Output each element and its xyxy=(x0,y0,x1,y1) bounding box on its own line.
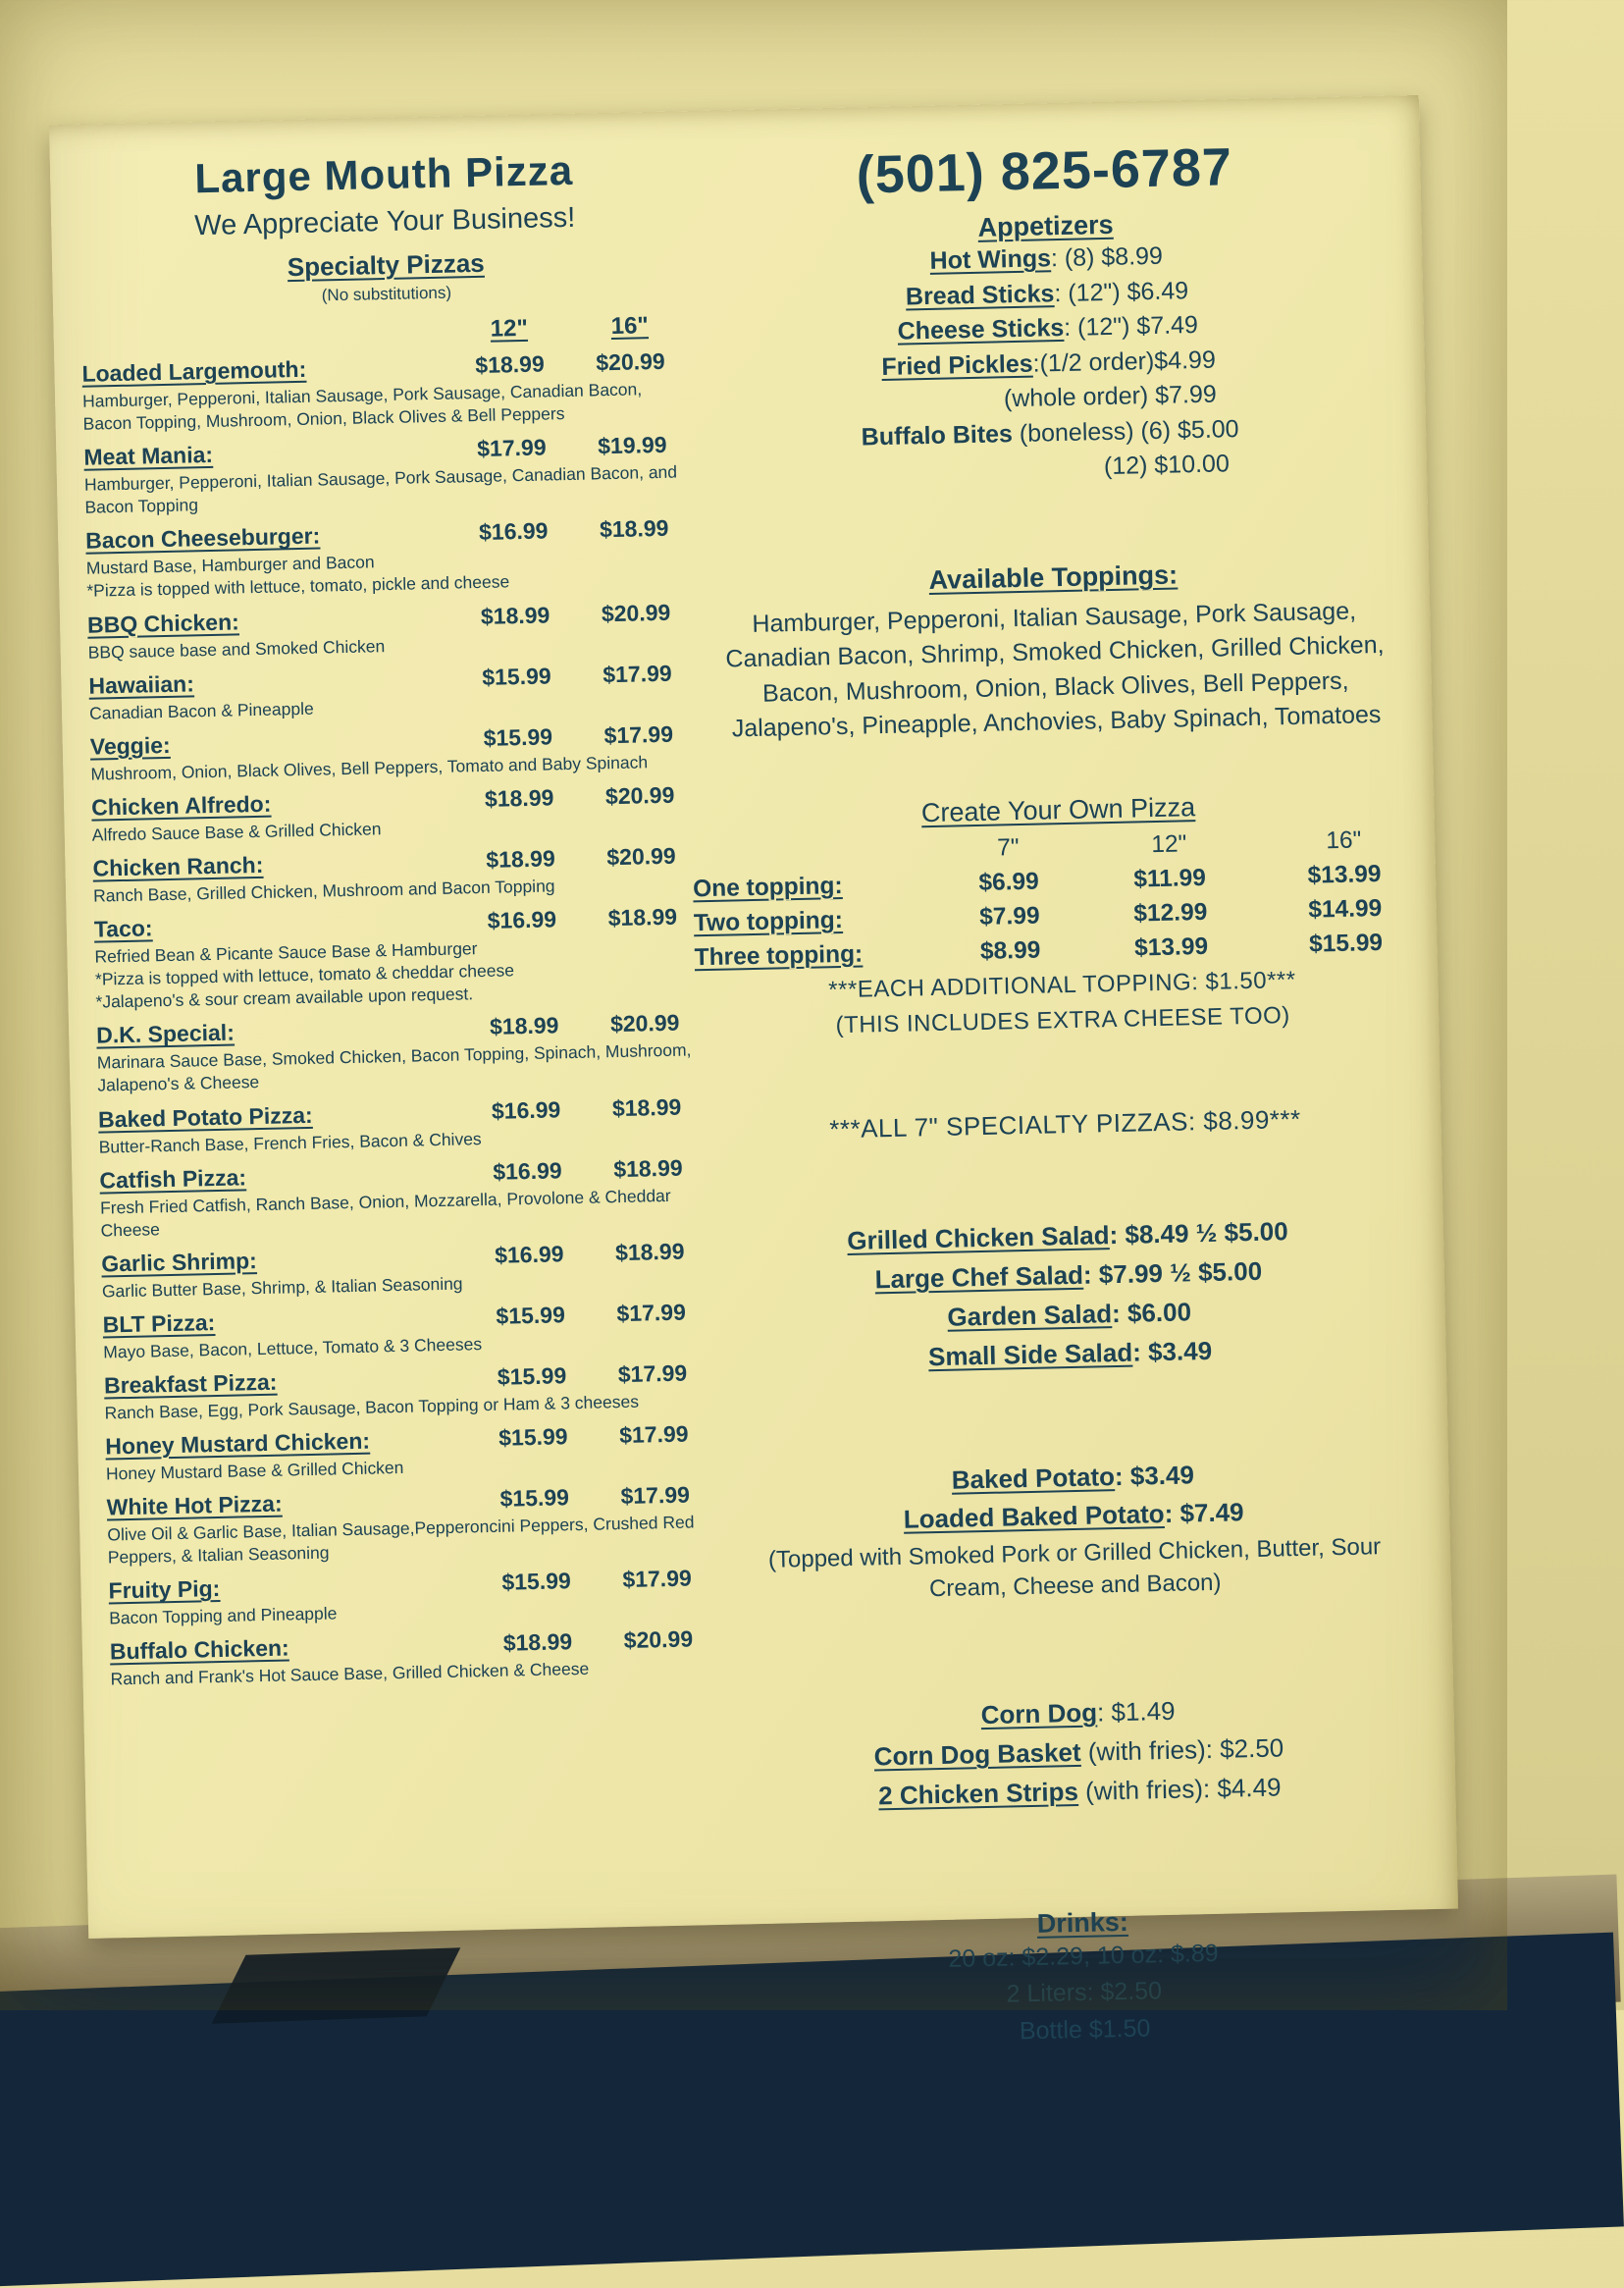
item-price-16: $17.99 xyxy=(603,720,674,749)
create-your-own-section xyxy=(692,787,1405,1041)
item-name: Loaded Largemouth: xyxy=(81,355,307,387)
item-description: Bacon Topping and Pineapple xyxy=(108,1603,338,1628)
item-description: Hamburger, Pepperoni, Italian Sausage, Pork Sausage, Canadian Bacon, and Bacon Topping xyxy=(83,461,678,518)
size-12-header: 12" xyxy=(490,314,529,343)
item-name: Fruity Pig: xyxy=(108,1575,221,1604)
specialty-heading: Specialty Pizzas xyxy=(287,247,486,283)
item-price-12: $18.99 xyxy=(480,601,550,629)
drinks-bottle: Bottle $1.50 xyxy=(1019,2014,1151,2046)
item-description: Honey Mustard Base & Grilled Chicken xyxy=(105,1457,404,1484)
menu-item-buffalo-chicken xyxy=(110,1625,723,1691)
one-topping-7: $6.99 xyxy=(978,868,1040,896)
item-price-16: $17.99 xyxy=(602,660,672,687)
no-substitutions-note: (No substitutions) xyxy=(321,283,452,305)
extra-cheese-note: (THIS INCLUDES EXTRA CHEESE TOO) xyxy=(835,1001,1291,1038)
size-12-header: 12" xyxy=(1151,829,1187,858)
item-name: Garlic Shrimp: xyxy=(101,1247,258,1277)
item-price-12: $15.99 xyxy=(499,1484,570,1512)
item-price-12: $15.99 xyxy=(483,723,553,751)
size-16-header: 16" xyxy=(610,312,650,340)
corn-dog-basket: Corn Dog Basket (with fries): $2.50 xyxy=(873,1732,1284,1772)
item-price-16: $20.99 xyxy=(601,599,671,626)
item-name: D.K. Special: xyxy=(95,1019,236,1048)
size-7-header: 7" xyxy=(996,833,1020,862)
menu-item-fruity-pig xyxy=(108,1565,721,1630)
item-description: Mushroom, Onion, Black Olives, Bell Peppers, Tomato and Baby Spinach xyxy=(90,752,649,784)
item-price-12: $16.99 xyxy=(487,906,557,933)
tagline: We Appreciate Your Business! xyxy=(193,201,576,242)
item-description: Marinara Sauce Base, Smoked Chicken, Bacon Topping, Spinach, Mushroom, Jalapeno's & Cheese xyxy=(96,1039,692,1096)
item-price-16: $18.99 xyxy=(607,903,678,931)
appetizer-buffalo-bites: Buffalo Bites (boneless) (6) $5.00 xyxy=(861,414,1239,451)
item-description: Ranch Base, Egg, Pork Sausage, Bacon Topping or Ham & 3 cheeses xyxy=(104,1391,640,1423)
appetizer-cheese-sticks: Cheese Sticks: (12") $7.49 xyxy=(897,310,1199,346)
item-name: BLT Pizza: xyxy=(102,1308,216,1338)
appetizer-buffalo-bites-12: (12) $10.00 xyxy=(1103,450,1231,481)
item-description: Mustard Base, Hamburger and Bacon *Pizza is topped with lettuce, tomato, pickle and cheese xyxy=(85,552,510,602)
loaded-potato-description: (Topped with Smoked Pork or Grilled Chicken, Butter, Sour Cream, Cheese and Bacon) xyxy=(767,1532,1382,1603)
two-topping-16: $14.99 xyxy=(1308,894,1383,924)
item-name: White Hot Pizza: xyxy=(106,1490,283,1520)
two-topping-label: Two topping: xyxy=(693,906,844,936)
item-description: Canadian Bacon & Pineapple xyxy=(88,698,314,723)
menu-item-baked-potato-pizza xyxy=(98,1092,711,1158)
toppings-section xyxy=(710,555,1399,747)
item-name: Buffalo Chicken: xyxy=(109,1634,289,1665)
restaurant-name: Large Mouth Pizza xyxy=(193,146,574,202)
item-price-12: $15.99 xyxy=(482,663,551,690)
item-name: Veggie: xyxy=(89,731,171,760)
three-topping-16: $15.99 xyxy=(1308,929,1384,958)
menu-item-veggie xyxy=(90,720,704,786)
item-price-12: $18.99 xyxy=(475,350,545,379)
appetizer-bread-sticks: Bread Sticks: (12") $6.49 xyxy=(905,276,1189,310)
drinks-2liter: 2 Liters: $2.50 xyxy=(1006,1977,1163,2008)
item-price-16: $17.99 xyxy=(618,1420,689,1449)
menu-item-honey-mustard-chicken xyxy=(105,1420,718,1486)
appetizers-section xyxy=(703,204,1393,494)
item-price-16: $18.99 xyxy=(611,1093,682,1121)
one-topping-16: $13.99 xyxy=(1307,860,1382,889)
menu-item-hawaiian xyxy=(88,660,702,725)
three-topping-label: Three topping: xyxy=(694,940,864,971)
item-price-12: $17.99 xyxy=(476,434,547,462)
menu-item-chicken-alfredo xyxy=(91,781,705,847)
menu-item-catfish-pizza xyxy=(99,1154,713,1243)
drinks-section xyxy=(740,1900,1428,2056)
item-price-12: $15.99 xyxy=(496,1302,566,1329)
appetizer-hot-wings: Hot Wings: (8) $8.99 xyxy=(929,241,1164,275)
toppings-heading: Available Toppings: xyxy=(928,559,1179,595)
drinks-sizes: 20 oz: $2.29, 10 oz: $.89 xyxy=(948,1939,1219,1973)
item-description: Fresh Fried Catfish, Ranch Base, Onion, Mozzarella, Provolone & Cheddar Cheese xyxy=(99,1185,671,1241)
loaded-baked-potato: Loaded Baked Potato: $7.49 xyxy=(903,1496,1244,1534)
item-price-16: $20.99 xyxy=(606,842,676,871)
create-your-own-table xyxy=(692,825,1404,971)
item-name: Chicken Ranch: xyxy=(92,851,264,881)
item-price-16: $20.99 xyxy=(596,347,665,376)
item-description: Butter-Ranch Base, French Fries, Bacon & Chives xyxy=(98,1128,482,1157)
appetizers-heading: Appetizers xyxy=(977,209,1114,242)
right-column xyxy=(692,95,1458,2046)
item-price-12: $16.99 xyxy=(494,1241,564,1268)
item-description: Mayo Base, Bacon, Lettuce, Tomato & 3 Cheeses xyxy=(103,1333,483,1362)
item-price-12: $16.99 xyxy=(491,1095,561,1124)
item-description: Garlic Butter Base, Shrimp, & Italian Seasoning xyxy=(101,1273,463,1302)
phone-number: (501) 825-6787 xyxy=(856,137,1233,205)
menu-item-loaded-largemouth xyxy=(81,347,696,436)
item-name: Taco: xyxy=(93,915,153,942)
item-price-16: $17.99 xyxy=(622,1565,693,1593)
menu-item-bacon-cheeseburger xyxy=(85,514,700,603)
grilled-chicken-salad: Grilled Chicken Salad: $8.49 ½ $5.00 xyxy=(846,1215,1288,1255)
additional-topping-note: ***EACH ADDITIONAL TOPPING: $1.50*** xyxy=(827,966,1296,1003)
menu-item-taco xyxy=(94,903,708,1014)
appetizer-fried-pickles-whole: (whole order) $7.99 xyxy=(1003,380,1218,413)
item-description: Ranch Base, Grilled Chicken, Mushroom and Bacon Topping xyxy=(92,876,555,906)
item-price-16: $18.99 xyxy=(599,515,669,543)
item-price-12: $18.99 xyxy=(502,1628,573,1657)
item-description: Refried Bean & Picante Sauce Base & Hamburger *Pizza is topped with lettuce, tomato & cheddar cheese *Jalapeno's & sour cream available upon request. xyxy=(94,938,515,1012)
item-price-12: $18.99 xyxy=(489,1012,559,1040)
item-name: Catfish Pizza: xyxy=(99,1163,247,1194)
menu-item-garlic-shrimp xyxy=(101,1238,714,1304)
three-topping-12: $13.99 xyxy=(1133,932,1209,962)
item-name: Hawaiian: xyxy=(88,670,195,699)
menu-item-bbq-chicken xyxy=(87,599,701,665)
corn-dog: Corn Dog: $1.49 xyxy=(980,1695,1176,1729)
menu-item-breakfast-pizza xyxy=(104,1359,717,1425)
menu-item-white-hot-pizza xyxy=(106,1481,720,1570)
table-shadow xyxy=(212,1947,461,2023)
two-topping-7: $7.99 xyxy=(978,902,1040,931)
item-price-12: $15.99 xyxy=(501,1568,572,1596)
item-description: Ranch and Frank's Hot Sauce Base, Grilled Chicken & Cheese xyxy=(110,1659,590,1689)
item-description: Alfredo Sauce Base & Grilled Chicken xyxy=(91,819,382,845)
item-price-16: $18.99 xyxy=(612,1154,683,1182)
item-price-16: $19.99 xyxy=(597,431,667,459)
item-price-16: $17.99 xyxy=(620,1481,691,1510)
item-price-16: $20.99 xyxy=(609,1009,680,1038)
baked-potato-section xyxy=(730,1451,1418,1610)
item-price-16: $17.99 xyxy=(617,1359,688,1388)
item-name: Chicken Alfredo: xyxy=(90,790,272,821)
garden-salad: Garden Salad: $6.00 xyxy=(947,1297,1192,1332)
one-topping-label: One topping: xyxy=(692,872,843,902)
item-price-12: $15.99 xyxy=(497,1362,567,1390)
item-price-12: $16.99 xyxy=(493,1156,562,1185)
item-description: BBQ sauce base and Smoked Chicken xyxy=(87,635,386,663)
size-headers xyxy=(80,311,694,352)
menu-item-blt-pizza xyxy=(102,1299,715,1364)
corn-dog-section xyxy=(735,1685,1422,1819)
specialty-7inch-note: ***ALL 7" SPECIALTY PIZZAS: $8.99*** xyxy=(828,1103,1302,1144)
menu-item-meat-mania xyxy=(83,431,698,519)
menu-sheet xyxy=(49,95,1458,2046)
item-name: Honey Mustard Chicken: xyxy=(105,1427,371,1460)
item-price-12: $16.99 xyxy=(478,517,549,546)
menu-item-chicken-ranch xyxy=(92,842,706,908)
one-topping-12: $11.99 xyxy=(1132,864,1207,893)
baked-potato: Baked Potato: $3.49 xyxy=(951,1460,1195,1495)
salads-section xyxy=(725,1208,1413,1381)
two-topping-12: $12.99 xyxy=(1133,898,1208,928)
item-price-12: $18.99 xyxy=(484,784,554,812)
item-price-16: $17.99 xyxy=(616,1299,687,1326)
item-price-12: $15.99 xyxy=(498,1423,568,1451)
item-price-16: $20.99 xyxy=(604,781,675,810)
item-name: Bacon Cheeseburger: xyxy=(84,522,321,555)
item-name: Breakfast Pizza: xyxy=(103,1368,278,1399)
item-price-16: $18.99 xyxy=(614,1238,685,1265)
item-description: Olive Oil & Garlic Base, Italian Sausage,Pepperoncini Peppers, Crushed Red Peppers, & Italian Seasoning xyxy=(107,1512,695,1568)
item-name: BBQ Chicken: xyxy=(86,608,240,638)
size-16-header: 16" xyxy=(1325,825,1362,854)
item-description: Hamburger, Pepperoni, Italian Sausage, Pork Sausage, Canadian Bacon, Bacon Topping, Mushroom, Onion, Black Olives & Bell Peppers xyxy=(81,379,643,434)
menu-item-dk-special xyxy=(96,1009,710,1097)
create-your-own-heading: Create Your Own Pizza xyxy=(920,791,1196,827)
toppings-list: Hamburger, Pepperoni, Italian Sausage, Pork Sausage, Canadian Bacon, Shrimp, Smoked Chicken, Grilled Chicken, Bacon, Mushroom, Onion, Black Olives, Bell Peppers, Jalapeno's, Pineapple, Anchovies, Baby Spinach, Tomatoes xyxy=(725,597,1385,743)
item-name: Baked Potato Pizza: xyxy=(97,1101,313,1133)
large-chef-salad: Large Chef Salad: $7.99 ½ $5.00 xyxy=(874,1255,1263,1295)
chicken-strips: 2 Chicken Strips (with fries): $4.49 xyxy=(877,1772,1282,1811)
item-price-16: $20.99 xyxy=(623,1625,694,1654)
specialty-column xyxy=(49,111,732,1939)
item-price-12: $18.99 xyxy=(486,845,555,873)
item-name: Meat Mania: xyxy=(83,442,214,470)
small-side-salad: Small Side Salad: $3.49 xyxy=(927,1336,1213,1372)
drinks-heading: Drinks: xyxy=(1036,1906,1129,1939)
appetizer-fried-pickles: Fried Pickles:(1/2 order)$4.99 xyxy=(881,346,1217,381)
three-topping-7: $8.99 xyxy=(979,936,1041,965)
